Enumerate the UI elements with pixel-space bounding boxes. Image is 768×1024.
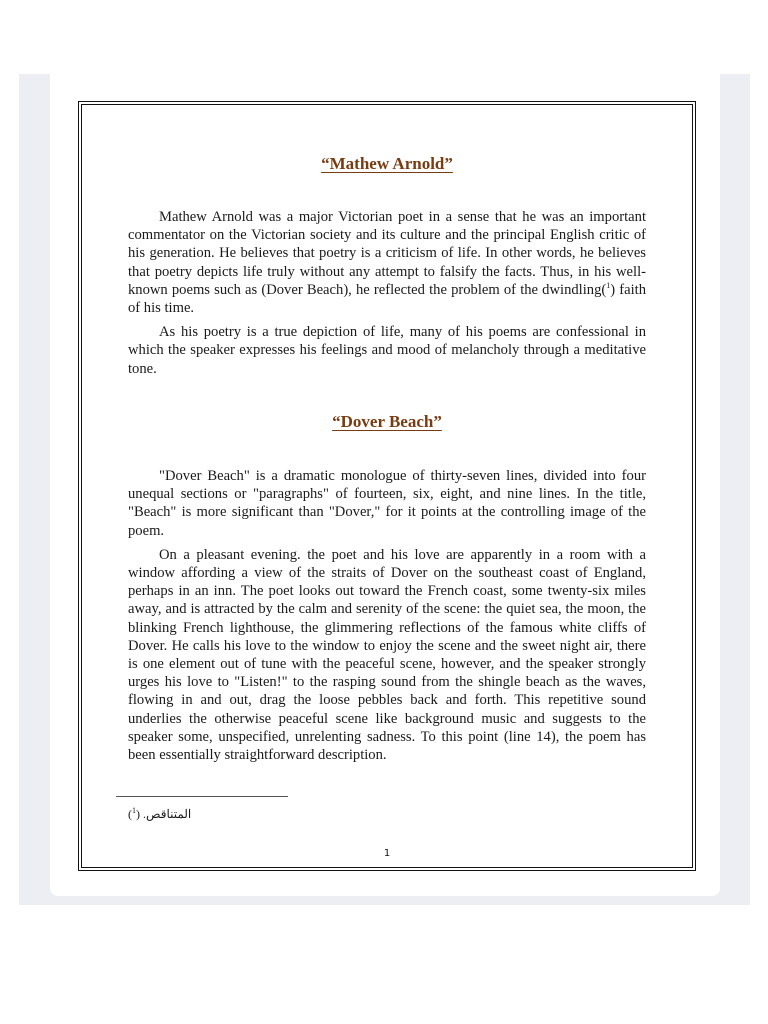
page-number: 1 — [383, 848, 391, 859]
paragraph — [128, 208, 646, 317]
section-mathew-arnold — [128, 208, 646, 384]
footnote-reference[interactable]: 1 — [606, 280, 611, 290]
footnote-text: المتناقص. — [143, 807, 192, 821]
footnote-paren: ) — [136, 807, 140, 821]
heading-dover-beach: “Dover Beach” — [332, 412, 442, 431]
section-dover-beach — [128, 467, 646, 770]
footnote-marker: 1 — [132, 806, 136, 815]
footnote-paren: ( — [128, 807, 132, 821]
document-page — [78, 101, 696, 871]
footnote-separator — [116, 796, 288, 797]
paragraph: As his poetry is a true depiction of life, many of his poems are confessional in which the speaker expresses his feelings and mood of melancholy through a meditative tone. — [128, 324, 646, 377]
heading-mathew-arnold: “Mathew Arnold” — [321, 154, 453, 173]
paragraph: "Dover Beach" is a dramatic monologue of thirty-seven lines, divided into four unequal sections or "paragraphs" of fourteen, six, eight, and nine lines. In the title, "Beach" is more significant than "Dover," for it points at the controlling image of the poem. — [128, 468, 646, 539]
footnote — [128, 807, 191, 822]
paragraph: On a pleasant evening. the poet and his love are apparently in a room with a window affording a view of the straits of Dover on the southeast coast of England, perhaps in an inn. The poet looks out toward the French coast, some twenty-six miles away, and is attracted by the calm and serenity of the scene: the quiet sea, the moon, the blinking French lighthouse, the glimmering reflections of the famous white cliffs of Dover. He calls his love to the window to enjoy the scene and the sweet night air, there is one element out of tune with the peaceful scene, however, and the speaker strongly urges his love to "Listen!" to the rasping sound from the shingle beach as the waves, flowing in and out, drag the loose pebbles back and forth. This repetitive sound underlies the otherwise peaceful scene like background music and suggests to the speaker some, unspecified, unrelenting sadness. To this point (line 14), the poem has been essentially straightforward description. — [128, 546, 646, 764]
paragraph-text: ) faith of his time. — [128, 281, 646, 317]
paragraph-text: Mathew Arnold was a major Victorian poet in a sense that he was an important commentator on the Victorian society and its culture and the principal English critic of his generation. He believes that poetry is a criticism of life. In other words, he believes that poetry depicts life truly without any attempt to falsify the facts. Thus, in his well-known poems such as (Dover Beach), he reflected the problem of the dwindling( — [128, 209, 646, 298]
